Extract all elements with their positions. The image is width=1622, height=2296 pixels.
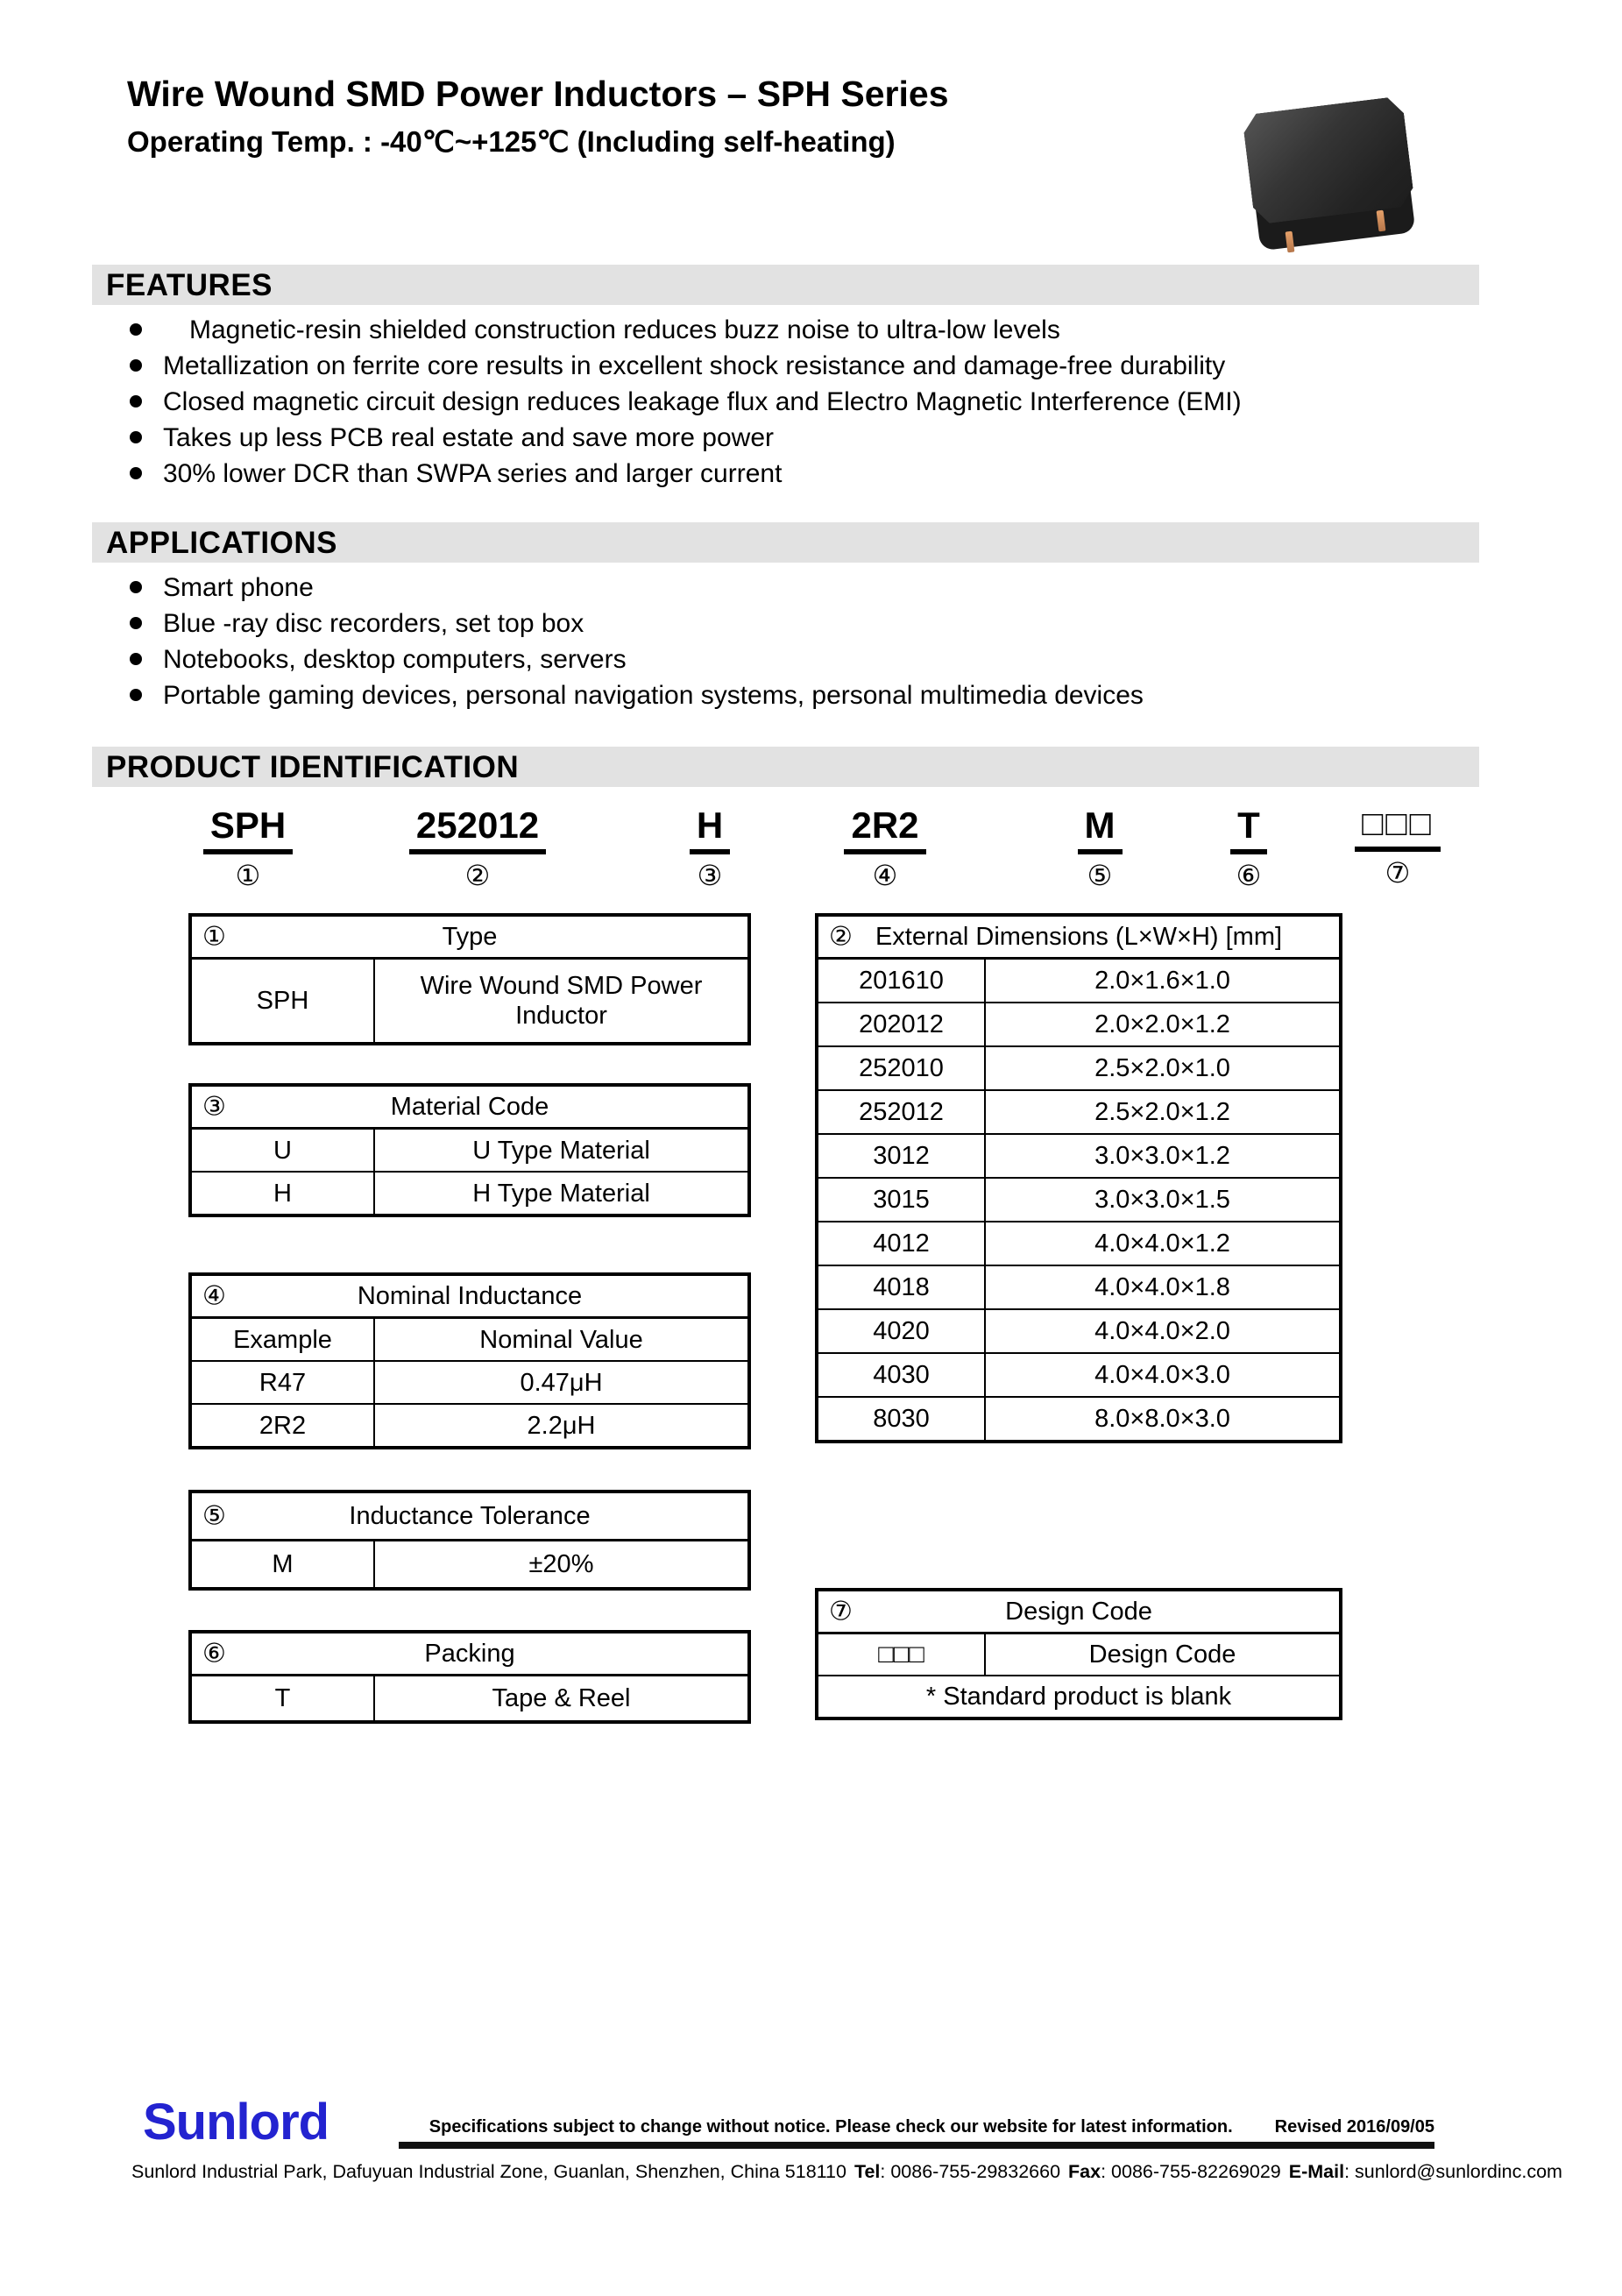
table-row	[190, 1541, 749, 1590]
footer-disclaimer: Specifications subject to change without notice. Please check our website for latest information.	[429, 2117, 1233, 2137]
part-number-segment	[390, 804, 565, 892]
table-cell: Nominal Value	[374, 1318, 749, 1362]
table-header-row	[190, 915, 749, 959]
features-heading: FEATURES	[106, 268, 273, 302]
list-item-text: Notebooks, desktop computers, servers	[163, 645, 627, 674]
table-row	[190, 1361, 749, 1404]
email-value: : sunlord@sunlordinc.com	[1344, 2161, 1562, 2182]
list-item	[130, 420, 1497, 456]
part-code: □□□	[1355, 804, 1440, 852]
table-cell: H Type Material	[374, 1172, 749, 1215]
table-header-row	[190, 1274, 749, 1318]
table-cell: 0.47μH	[374, 1361, 749, 1404]
table-cell: 4.0×4.0×1.8	[985, 1265, 1341, 1309]
table-cell: 2R2	[190, 1404, 374, 1448]
applications-list	[130, 570, 1497, 713]
table-cell: Design Code	[985, 1633, 1341, 1676]
list-item	[130, 348, 1497, 384]
segment-marker-icon: ⑥	[1236, 860, 1262, 891]
segment-marker-icon: ⑦	[1385, 857, 1411, 889]
product-photo	[1248, 102, 1420, 252]
table-cell: 201610	[817, 959, 985, 1003]
footer-disclaimer-line	[399, 2117, 1434, 2137]
table-header-row	[817, 1590, 1341, 1633]
product-identification-section-bar	[92, 747, 1479, 787]
table-cell: ±20%	[374, 1541, 749, 1590]
table-row	[817, 959, 1341, 1003]
list-item	[130, 677, 1497, 713]
bullet-icon	[130, 617, 142, 629]
table-row	[817, 1178, 1341, 1222]
list-item-text: Closed magnetic circuit design reduces leakage flux and Electro Magnetic Interference (EMI)	[163, 387, 1242, 416]
page-title: Wire Wound SMD Power Inductors – SPH Series	[127, 74, 949, 114]
segment-marker-icon: ①	[235, 860, 261, 891]
sunlord-logo: Sunlord	[143, 2094, 329, 2151]
table-cell: 4.0×4.0×3.0	[985, 1353, 1341, 1397]
inductance-tolerance-table	[188, 1490, 751, 1591]
external-dimensions-table-title: External Dimensions (L×W×H) [mm]	[875, 922, 1283, 951]
bullet-icon	[130, 689, 142, 701]
table-subheader-row	[190, 1318, 749, 1362]
part-number-segment	[195, 804, 301, 892]
table-cell: 3015	[817, 1178, 985, 1222]
bullet-icon	[130, 467, 142, 479]
list-item	[130, 641, 1497, 677]
table-row	[817, 1633, 1341, 1676]
list-item	[130, 606, 1497, 641]
table-cell: 3.0×3.0×1.2	[985, 1134, 1341, 1178]
table-row	[817, 1134, 1341, 1178]
design-code-note: * Standard product is blank	[817, 1676, 1341, 1718]
table-cell: M	[190, 1541, 374, 1590]
table-cell: 2.5×2.0×1.0	[985, 1046, 1341, 1090]
marker-3-icon: ③	[202, 1092, 226, 1122]
table-header-row	[190, 1492, 749, 1541]
table-cell: Wire Wound SMD Power Inductor	[374, 959, 749, 1045]
marker-5-icon: ⑤	[202, 1501, 226, 1531]
table-header-row	[190, 1085, 749, 1129]
footer-address: Sunlord Industrial Park, Dafuyuan Industrial Zone, Guanlan, Shenzhen, China 518110	[131, 2161, 846, 2182]
type-table	[188, 913, 751, 1045]
table-row	[817, 1090, 1341, 1134]
table-cell: 4.0×4.0×2.0	[985, 1309, 1341, 1353]
part-number-row	[92, 804, 1479, 901]
table-row	[190, 1676, 749, 1723]
bullet-icon	[130, 323, 142, 336]
table-cell: 252012	[817, 1090, 985, 1134]
footer-divider	[399, 2142, 1434, 2149]
design-code-table	[815, 1588, 1342, 1720]
list-item-text: Smart phone	[163, 573, 314, 602]
table-row	[817, 1046, 1341, 1090]
list-item-text: Magnetic-resin shielded construction reduces buzz noise to ultra-low levels	[189, 315, 1060, 344]
type-table-title: Type	[442, 922, 498, 951]
table-row	[190, 1129, 749, 1173]
table-row	[190, 1404, 749, 1448]
segment-marker-icon: ⑤	[1087, 860, 1113, 891]
bullet-icon	[130, 581, 142, 593]
external-dimensions-table	[815, 913, 1342, 1443]
footer-revised-date: Revised 2016/09/05	[1274, 2117, 1434, 2137]
marker-6-icon: ⑥	[202, 1639, 226, 1669]
segment-marker-icon: ③	[697, 860, 723, 891]
list-item-text: Metallization on ferrite core results in excellent shock resistance and damage-free durability	[163, 351, 1226, 380]
table-cell: U Type Material	[374, 1129, 749, 1173]
applications-section-bar	[92, 522, 1479, 563]
list-item	[130, 456, 1497, 492]
marker-4-icon: ④	[202, 1281, 226, 1311]
table-row	[190, 959, 749, 1045]
table-row	[190, 1172, 749, 1215]
nominal-inductance-table-title: Nominal Inductance	[357, 1281, 583, 1310]
product-identification-heading: PRODUCT IDENTIFICATION	[106, 750, 520, 784]
footer-address-line	[131, 2161, 1562, 2183]
table-cell: T	[190, 1676, 374, 1723]
table-note-row	[817, 1676, 1341, 1718]
table-cell: 202012	[817, 1003, 985, 1046]
table-cell: 4.0×4.0×1.2	[985, 1222, 1341, 1265]
table-cell: 3.0×3.0×1.5	[985, 1178, 1341, 1222]
table-cell: SPH	[190, 959, 374, 1045]
table-cell: 3012	[817, 1134, 985, 1178]
applications-heading: APPLICATIONS	[106, 526, 337, 560]
part-number-segment	[1218, 804, 1279, 892]
inductor-chip-body	[1242, 96, 1415, 224]
features-section-bar	[92, 265, 1479, 305]
fax-value: : 0086-755-82269029	[1101, 2161, 1281, 2182]
email-label: E-Mail	[1288, 2161, 1345, 2182]
table-cell: 4020	[817, 1309, 985, 1353]
part-code: SPH	[203, 804, 293, 854]
marker-7-icon: ⑦	[829, 1597, 853, 1626]
table-cell: 2.5×2.0×1.2	[985, 1090, 1341, 1134]
list-item	[130, 570, 1497, 606]
table-header-row	[817, 915, 1341, 959]
inductance-tolerance-table-title: Inductance Tolerance	[349, 1501, 591, 1530]
table-row	[817, 1222, 1341, 1265]
fax-label: Fax	[1068, 2161, 1101, 2182]
marker-2-icon: ②	[829, 922, 853, 952]
part-number-segment	[828, 804, 942, 892]
part-number-segment	[1332, 804, 1463, 889]
packing-table	[188, 1630, 751, 1724]
table-cell: R47	[190, 1361, 374, 1404]
nominal-inductance-table	[188, 1272, 751, 1449]
table-cell: Tape & Reel	[374, 1676, 749, 1723]
part-number-segment	[1065, 804, 1135, 892]
table-cell: 4018	[817, 1265, 985, 1309]
table-row	[817, 1309, 1341, 1353]
table-header-row	[190, 1632, 749, 1676]
table-cell: H	[190, 1172, 374, 1215]
table-cell: 4012	[817, 1222, 985, 1265]
material-code-table	[188, 1083, 751, 1217]
features-list	[130, 312, 1497, 492]
table-cell: 2.2μH	[374, 1404, 749, 1448]
part-code: 2R2	[844, 804, 925, 854]
part-code: M	[1078, 804, 1123, 854]
tel-value: : 0086-755-29832660	[880, 2161, 1061, 2182]
table-cell: 8.0×8.0×3.0	[985, 1397, 1341, 1442]
table-cell: 2.0×1.6×1.0	[985, 959, 1341, 1003]
list-item-text: Takes up less PCB real estate and save more power	[163, 423, 775, 452]
table-cell: U	[190, 1129, 374, 1173]
segment-marker-icon: ④	[872, 860, 898, 891]
design-code-table-title: Design Code	[1005, 1597, 1152, 1626]
table-cell: □□□	[817, 1633, 985, 1676]
table-row	[817, 1397, 1341, 1442]
table-cell: 8030	[817, 1397, 985, 1442]
list-item-text: Blue -ray disc recorders, set top box	[163, 609, 584, 638]
list-item	[130, 312, 1497, 348]
table-cell: 4030	[817, 1353, 985, 1397]
list-item	[130, 384, 1497, 420]
tel-label: Tel	[853, 2161, 881, 2182]
part-code: T	[1230, 804, 1267, 854]
list-item-text: Portable gaming devices, personal navigation systems, personal multimedia devices	[163, 681, 1144, 710]
part-code: 252012	[409, 804, 546, 854]
bullet-icon	[130, 653, 142, 665]
list-item-text: 30% lower DCR than SWPA series and larger current	[163, 459, 783, 488]
marker-1-icon: ①	[202, 922, 226, 952]
packing-table-title: Packing	[424, 1639, 515, 1668]
material-code-table-title: Material Code	[390, 1092, 549, 1121]
table-cell: Example	[190, 1318, 374, 1362]
table-row	[817, 1353, 1341, 1397]
table-row	[817, 1003, 1341, 1046]
part-code: H	[690, 804, 730, 854]
bullet-icon	[130, 431, 142, 443]
bullet-icon	[130, 395, 142, 407]
segment-marker-icon: ②	[464, 860, 491, 891]
table-cell: 2.0×2.0×1.2	[985, 1003, 1341, 1046]
part-number-segment	[675, 804, 745, 892]
table-cell: 252010	[817, 1046, 985, 1090]
table-row	[817, 1265, 1341, 1309]
bullet-icon	[130, 359, 142, 372]
page-subtitle: Operating Temp. : -40℃~+125℃ (Including self-heating)	[127, 125, 896, 158]
